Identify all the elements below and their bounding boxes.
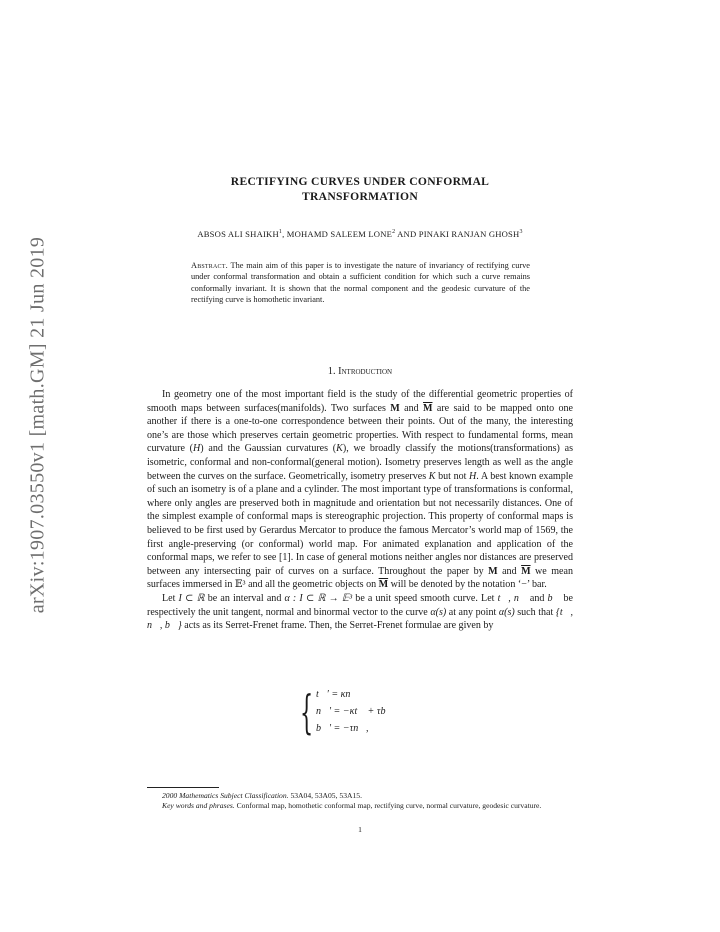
text-run: and all the geometric objects on [245,579,379,591]
math-M-bar: $\overline{M}$ [378,579,389,591]
text-run: Let [162,592,179,604]
math-M-bar: $\overline{M}$ [521,565,531,577]
math-alpha: α(s) [498,606,515,618]
text-run: be an interval and [204,592,285,604]
text-run: and [399,402,423,414]
math-interval: I ⊂ ℝ [178,592,205,604]
abstract-text: The main aim of this paper is to investigate the nature of invariancy of rectifying curve under conformal transformation and obtain a sufficient condition for which such a curve remains conformally invariant. It is shown that the normal component and the geodesic curvature of the rectifying curve is homothetic invariant. [191,261,530,305]
author-2-mark: 2 [392,229,396,236]
abstract-label: Abstract. [191,261,228,270]
paper-title [145,174,575,204]
author-separator: , [282,229,287,239]
title-line-2: TRANSFORMATION [301,190,419,203]
math-K: K [336,443,343,455]
math-K: K [428,470,436,482]
formula-line-3: b⃗′ = −τn⃗, [316,723,369,734]
serret-frenet-formula [300,685,440,741]
math-alpha: α(s) [430,606,447,618]
author-3-mark: 3 [519,229,523,236]
text-run: are said to be mapped onto one another if there is a one-to-one correspondence between their points. Out of the many, the interesting one’s are those which preserves certain geometric properties. With respect to fundamental forms, mean curvature ( [147,402,574,455]
abstract [191,260,530,306]
math-frame: {t⃗, n⃗, b⃗} [147,606,573,632]
text-run: In geometry one of the most important field is the study of the differential geometric properties of smooth maps between surfaces(manifolds). Two surfaces [147,389,573,414]
msc-footnote [147,791,573,801]
text-run: ) and the Gaussian curvatures ( [200,443,337,455]
intro-paragraph-2 [147,592,573,633]
author-2: MOHAMD SALEEM LONE [286,229,393,239]
left-brace: { [300,685,314,739]
text-run: ), we broadly classify the motions(transformations) as isometric, conformal and non-conformal(general motion). Isometry preserves length as well as the angle between the curves on the surface. Geometrically, isometry preserves [147,443,574,482]
msc-label: 2000 Mathematics Subject Classification. [162,791,289,800]
text-run: we mean surfaces immersed in [147,565,573,591]
author-1-mark: 1 [278,229,283,236]
math-H: H [469,470,477,482]
formula-line-2: n⃗′ = −κt⃗ + τb⃗ [316,706,394,717]
math-M: M [488,565,498,577]
section-number: 1. [327,366,336,377]
title-line-1: RECTIFYING CURVES UNDER CONFORMAL [230,175,490,188]
text-run: be respectively the unit tangent, normal and binormal vector to the curve [147,592,573,618]
intro-paragraph-1 [147,388,573,592]
text-run: such that [514,606,556,618]
page-number: 1 [358,825,362,834]
section-name: Introduction [338,366,393,377]
text-run: be a unit speed smooth curve. Let [352,592,498,604]
section-heading [145,366,575,377]
text-run: acts as its Serret-Frenet frame. Then, the Serret-Frenet formulae are given by [181,620,494,632]
text-run: and [526,592,548,604]
math-M-bar: $\overline{M}$ [423,402,433,414]
math-binormal: b⃗ [547,592,561,604]
footnotes [147,791,573,811]
text-run: will be denoted by the notation ‘−’ bar. [388,579,547,591]
arxiv-identifier: arXiv:1907.03550v1 [math.GM] 21 Jun 2019 [26,236,49,614]
footnote-divider [147,787,219,788]
keywords-footnote [147,801,573,811]
keywords-label: Key words and phrases. [162,801,235,811]
math-curve-map: α : I ⊂ ℝ → 𝔼³ [284,592,353,604]
text-run: . A best known example of such an isometry is of a plane and a cylinder. The most important type of transformations is conformal, where only angles are preserved both in magnitude and orientation but not necessarily distances. One of the simplest example of conformal maps is stereographic projection. This property of conformal maps is believed to be first used by Gerardus Mercator to produce the famous Mercator’s world map of 1569, the first angle-preserving (or conformal) world map. For animated explanation and application of the conformal maps, we refer to see [1]. In case of general motions neither angles nor distances are preserved between any intersecting pair of curves on a surface. Throughout the paper by [147,470,573,577]
author-list [145,229,575,239]
math-E3: 𝔼³ [234,579,246,591]
keywords-text: Conformal map, homothetic conformal map, rectifying curve, normal curvature, geodesic curvature. [234,801,542,811]
introduction-body [147,388,573,633]
math-H: H [193,443,201,455]
author-separator: AND [395,229,419,239]
msc-codes: 53A04, 53A05, 53A15. [288,791,362,800]
author-3: PINAKI RANJAN GHOSH [418,229,520,239]
formula-line-1: t⃗′ = κn⃗ [316,689,359,700]
text-run: at any point [446,606,499,618]
text-run: but not [435,470,470,482]
author-1: ABSOS ALI SHAIKH [197,229,279,239]
math-M: M [390,402,400,414]
text-run: and [497,565,522,577]
math-vectors: t⃗, n⃗ [497,592,527,604]
